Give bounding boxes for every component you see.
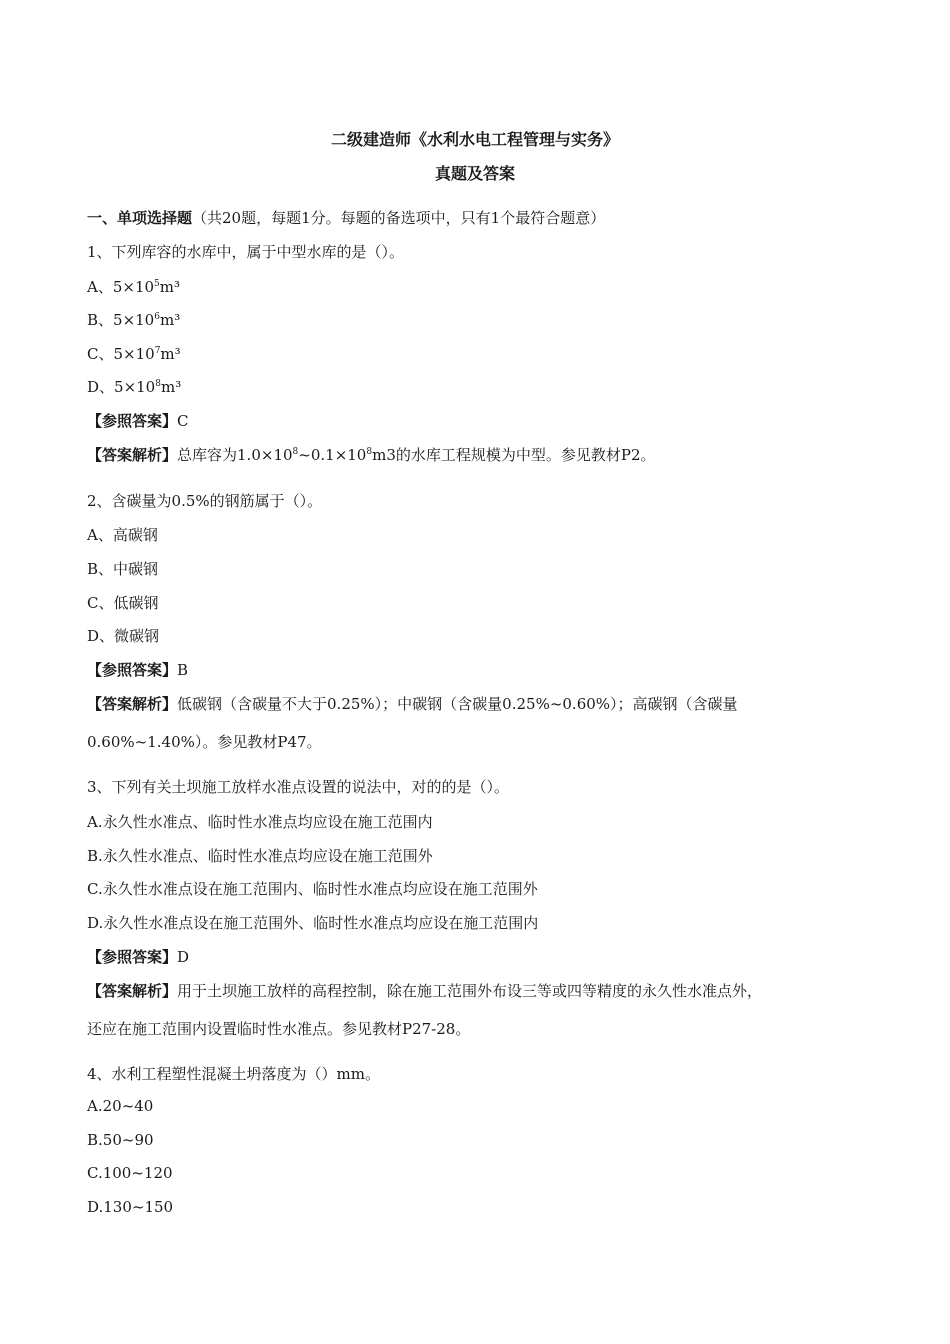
question-2-option-d: D、微碳钢: [87, 627, 160, 645]
question-2-option-b: B、中碳钢: [87, 560, 159, 578]
question-3-option-c: C.永久性水准点设在施工范围内、临时性水准点均应设在施工范围外: [87, 880, 538, 898]
option-text: C、5×10: [87, 345, 155, 363]
question-2-analysis-continued: 0.60%~1.40%）。参见教材P47。: [87, 733, 322, 751]
question-2-stem: 2、含碳量为0.5%的钢筋属于（）。: [87, 492, 323, 510]
option-exponent: 8: [155, 379, 161, 389]
analysis-text: m3的水库工程规模为中型。参见教材P2。: [372, 446, 656, 464]
option-exponent: 7: [154, 346, 161, 356]
question-4-option-b: B.50~90: [87, 1131, 154, 1149]
question-1-option-d: [87, 376, 181, 397]
question-3-stem: 3、下列有关土坝施工放样水准点设置的说法中，对的的是（）。: [87, 778, 510, 796]
question-1-answer: [87, 410, 189, 431]
question-1-option-c: [87, 343, 181, 364]
question-3-analysis: [87, 980, 762, 1001]
section-heading-label: 一、单项选择题: [87, 209, 193, 227]
analysis-text: 低碳钢（含碳量不大于0.25%）；中碳钢（含碳量0.25%~0.60%）；高碳钢（含碳量: [177, 695, 738, 713]
document-subtitle: 真题及答案: [434, 164, 515, 183]
answer-label: 【参照答案】: [87, 661, 178, 679]
section-heading: [87, 207, 605, 228]
document-title: 二级建造师《水利水电工程管理与实务》: [330, 130, 619, 149]
analysis-text: ~0.1×10: [298, 446, 367, 464]
analysis-exponent: 8: [292, 447, 299, 457]
analysis-text: 总库容为1.0×10: [177, 446, 293, 464]
answer-value: C: [177, 412, 189, 430]
option-unit: m³: [159, 278, 181, 296]
question-4-option-d: D.130~150: [87, 1198, 174, 1216]
question-2-analysis: [87, 693, 738, 714]
question-4-option-a: A.20~40: [87, 1097, 154, 1115]
question-1-option-a: [87, 276, 180, 297]
question-3-option-b: B.永久性水准点、临时性水准点均应设在施工范围外: [87, 847, 433, 865]
analysis-exponent: 8: [366, 447, 373, 457]
question-1-option-b: [87, 309, 180, 330]
question-3-option-d: D.永久性水准点设在施工范围外、临时性水准点均应设在施工范围内: [87, 914, 539, 932]
question-3-answer: [87, 946, 189, 967]
question-4-stem: 4、水利工程塑性混凝土坍落度为（）mm。: [87, 1065, 380, 1083]
section-heading-note: （共20题，每题1分。每题的备选项中，只有1个最符合题意）: [192, 209, 606, 227]
analysis-label: 【答案解析】: [87, 982, 178, 1000]
answer-value: B: [177, 661, 189, 679]
question-2-answer: [87, 659, 188, 680]
question-1-stem: 1、下列库容的水库中，属于中型水库的是（）。: [87, 243, 405, 261]
analysis-label: 【答案解析】: [87, 695, 178, 713]
option-text: D、5×10: [87, 378, 156, 396]
option-unit: m³: [159, 311, 181, 329]
question-2-option-c: C、低碳钢: [87, 594, 159, 612]
question-3-analysis-continued: 还应在施工范围内设置临时性水准点。参见教材P27-28。: [87, 1020, 471, 1038]
answer-label: 【参照答案】: [87, 948, 178, 966]
question-2-option-a: A、高碳钢: [87, 526, 158, 544]
option-unit: m³: [160, 378, 182, 396]
option-exponent: 5: [154, 279, 160, 289]
answer-label: 【参照答案】: [87, 412, 178, 430]
question-3-option-a: A.永久性水准点、临时性水准点均应设在施工范围内: [87, 813, 433, 831]
option-unit: m³: [160, 345, 181, 363]
question-4-option-c: C.100~120: [87, 1164, 173, 1182]
analysis-label: 【答案解析】: [87, 446, 178, 464]
option-text: B、5×10: [87, 311, 155, 329]
question-1-analysis: [87, 444, 656, 465]
analysis-text: 用于土坝施工放样的高程控制，除在施工范围外布设三等或四等精度的永久性水准点外，: [177, 982, 763, 1000]
option-exponent: 6: [154, 312, 160, 322]
answer-value: D: [177, 948, 190, 966]
option-text: A、5×10: [87, 278, 155, 296]
